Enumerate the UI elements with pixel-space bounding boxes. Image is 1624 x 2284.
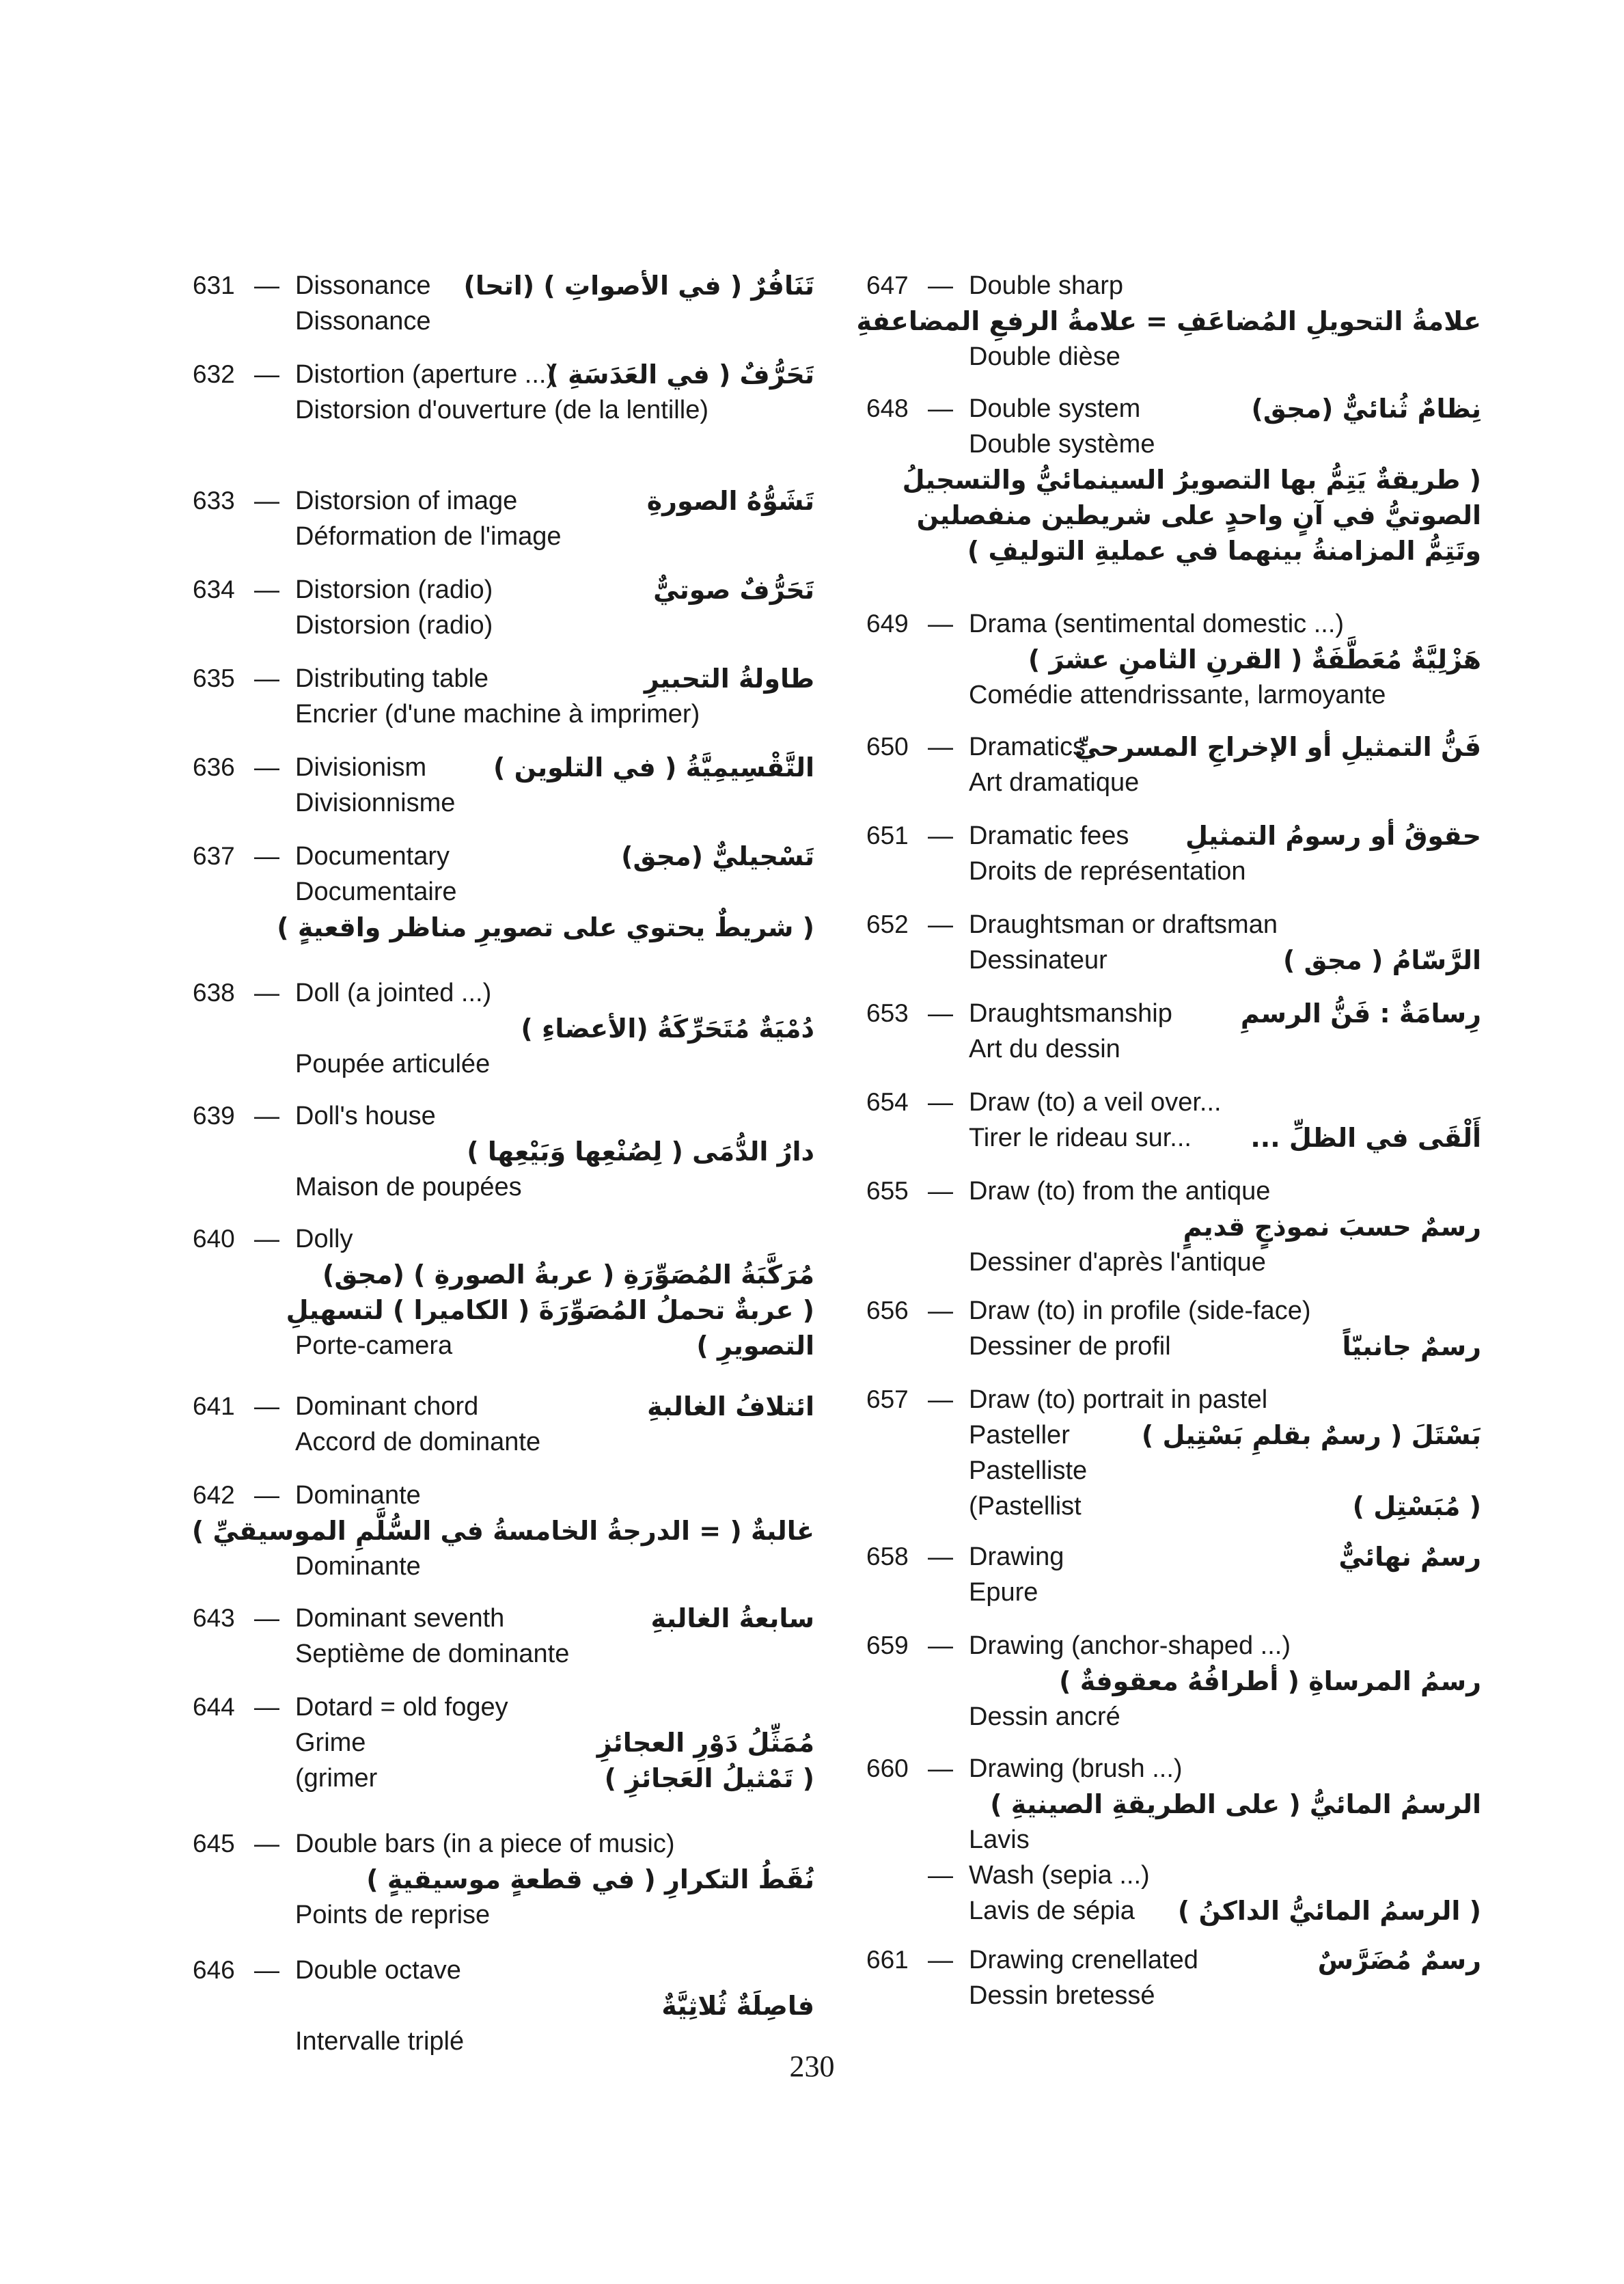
entry-dash: — xyxy=(928,1088,953,1116)
entry-line xyxy=(866,1293,1481,1329)
entry-line xyxy=(193,1221,814,1257)
entry-dash: — xyxy=(254,753,279,781)
english-term: Doll's house xyxy=(295,1102,436,1130)
entry-dash: — xyxy=(928,1861,953,1889)
term-line: Tirer le rideau sur... xyxy=(969,1124,1192,1152)
entry-line xyxy=(193,1826,814,1862)
arabic-term: ( عربةٌ تحملُ المُصَوِّرَةَ ( الكاميرا ) لتسهيلِ xyxy=(286,1295,814,1325)
term-line: Pastelliste xyxy=(969,1456,1088,1485)
entry-648 xyxy=(866,391,1481,569)
entry-number: 657 xyxy=(866,1385,909,1413)
entry-661 xyxy=(866,1942,1481,2013)
entry-line xyxy=(866,1453,1481,1488)
term-line: Septième de dominante xyxy=(295,1640,570,1668)
entry-line xyxy=(866,1786,1481,1822)
entry-dash: — xyxy=(928,999,953,1027)
english-term: Distortion (aperture ...) xyxy=(295,360,555,389)
entry-line xyxy=(193,1689,814,1725)
english-term: Draw (to) from the antique xyxy=(969,1177,1271,1206)
entry-number: 644 xyxy=(193,1693,235,1721)
entry-dash: — xyxy=(254,842,279,870)
entry-dash: — xyxy=(928,910,953,938)
english-term: Double octave xyxy=(295,1956,461,1985)
term-line: Dominante xyxy=(295,1552,421,1581)
entry-dash: — xyxy=(254,1956,279,1984)
entry-line xyxy=(193,1953,814,1988)
entry-642 xyxy=(193,1478,814,1584)
entry-line xyxy=(193,1328,814,1363)
arabic-term: التَّقْسِيمِيَّةُ ( في التلوين ) xyxy=(493,752,814,783)
entry-number: 652 xyxy=(866,910,909,938)
entry-line xyxy=(866,818,1481,854)
english-term: Drama (sentimental domestic ...) xyxy=(969,610,1345,638)
entry-line xyxy=(866,606,1481,642)
english-term: Dolly xyxy=(295,1225,353,1253)
entry-number: 640 xyxy=(193,1225,235,1253)
entry-number: 641 xyxy=(193,1392,235,1420)
entry-line xyxy=(193,1169,814,1205)
entry-line xyxy=(193,1478,814,1513)
entry-line xyxy=(866,1751,1481,1786)
entry-line xyxy=(866,677,1481,713)
entry-line xyxy=(193,1046,814,1082)
entry-line xyxy=(866,1539,1481,1575)
entry-line xyxy=(866,1417,1481,1453)
entry-line xyxy=(866,1699,1481,1735)
entry-line xyxy=(193,268,814,303)
entry-number: 635 xyxy=(193,664,235,692)
entry-dash: — xyxy=(928,733,953,761)
entry-number: 651 xyxy=(866,821,909,849)
english-term: Dramatics xyxy=(969,733,1086,761)
arabic-term: هَزْلِيَّةٌ مُعَطَّفَةٌ ( القرنِ الثامنِ عشرَ ) xyxy=(1028,644,1481,675)
entry-line xyxy=(193,1549,814,1584)
entry-number: 655 xyxy=(866,1177,909,1205)
entry-number: 654 xyxy=(866,1088,909,1116)
entry-line xyxy=(866,533,1481,569)
entry-line xyxy=(193,1513,814,1549)
entry-line xyxy=(193,750,814,785)
entry-number: 634 xyxy=(193,575,235,603)
entry-dash: — xyxy=(928,821,953,849)
entry-line xyxy=(866,1978,1481,2013)
arabic-term: مُرَكَّبَةُ المُصَوِّرَةِ ( عربةُ الصورةِ ) (مجق) xyxy=(322,1260,814,1290)
entry-line xyxy=(193,785,814,821)
english-term: Distributing table xyxy=(295,664,489,693)
entry-line xyxy=(866,268,1481,303)
term-line: Dessiner de profil xyxy=(969,1332,1171,1361)
entry-646 xyxy=(193,1953,814,2059)
arabic-term: ائتلافُ الغالبةِ xyxy=(647,1391,814,1422)
arabic-term: بَسْتَلَ ( رسمٌ بقلمِ بَسْتِيل ) xyxy=(1141,1420,1481,1450)
entry-636 xyxy=(193,750,814,821)
term-line: Double système xyxy=(969,430,1155,459)
entry-dash: — xyxy=(254,271,279,299)
arabic-term: نِظامٌ ثُنائيٌّ (مجق) xyxy=(1251,394,1481,424)
term-line: Points de reprise xyxy=(295,1901,491,1929)
entry-633 xyxy=(193,483,814,554)
arabic-term: ( طريقةٌ يَتِمُّ بها التصويرُ السينمائيُّ والتسجيلُ xyxy=(902,465,1481,495)
english-term: Dominant chord xyxy=(295,1392,479,1421)
entry-line xyxy=(866,498,1481,533)
term-line: Encrier (d'une machine à imprimer) xyxy=(295,700,700,729)
entry-638 xyxy=(193,975,814,1082)
entry-639 xyxy=(193,1098,814,1205)
entry-number: 646 xyxy=(193,1956,235,1984)
arabic-term: الصوتيُّ في آنٍ واحدٍ على شريطين منفصلين xyxy=(916,500,1481,530)
arabic-term: رسمٌ جانبيّاً xyxy=(1342,1331,1481,1361)
entry-line xyxy=(866,729,1481,765)
entry-641 xyxy=(193,1389,814,1460)
entry-line xyxy=(193,483,814,519)
arabic-term: الرَّسّامُ ( مجق ) xyxy=(1282,945,1481,975)
term-line: Wash (sepia ...) xyxy=(969,1861,1150,1890)
entry-number: 633 xyxy=(193,487,235,515)
entry-line xyxy=(866,1209,1481,1245)
entry-line xyxy=(193,1292,814,1328)
entry-line xyxy=(193,910,814,945)
entry-line xyxy=(866,854,1481,889)
english-term: Drawing crenellated xyxy=(969,1946,1198,1974)
arabic-term: فَنُّ التمثيلِ أو الإخراجِ المسرحيِّ xyxy=(1074,732,1481,762)
entry-line xyxy=(866,907,1481,942)
arabic-term: التصويرِ ) xyxy=(696,1331,814,1361)
entry-line xyxy=(866,426,1481,462)
term-line: Dessiner d'après l'antique xyxy=(969,1248,1266,1277)
entry-line xyxy=(193,357,814,392)
term-line: Distorsion d'ouverture (de la lentille) xyxy=(295,396,708,424)
arabic-term: ( الرسمُ المائيُّ الداكنُ ) xyxy=(1177,1896,1481,1926)
entry-dash: — xyxy=(928,1542,953,1571)
arabic-term: وتَتِمُّ المزامنةُ بينهما في عمليةِ التوليفِ ) xyxy=(967,536,1481,566)
entry-632 xyxy=(193,357,814,428)
page-number: 230 xyxy=(789,2050,835,2083)
entry-line xyxy=(866,642,1481,677)
entry-line xyxy=(866,1858,1481,1893)
arabic-term: حقوقُ أو رسومُ التمثيلِ xyxy=(1185,821,1481,851)
entry-line xyxy=(866,1575,1481,1610)
entry-number: 656 xyxy=(866,1296,909,1324)
entry-660 xyxy=(866,1751,1481,1929)
entry-line xyxy=(866,1031,1481,1067)
term-line: Pasteller xyxy=(969,1421,1070,1450)
entry-number: 643 xyxy=(193,1604,235,1632)
entry-dash: — xyxy=(254,1481,279,1509)
entry-line xyxy=(193,696,814,732)
entry-line xyxy=(193,1636,814,1672)
entry-dash: — xyxy=(254,979,279,1007)
entry-line xyxy=(866,391,1481,426)
arabic-term: رسمٌ مُضَرَّسٌ xyxy=(1317,1945,1481,1975)
entry-line xyxy=(193,572,814,608)
entry-line xyxy=(193,519,814,554)
entry-line xyxy=(193,1098,814,1134)
arabic-term: رسمٌ حسبَ نموذجٍ قديمٍ xyxy=(1183,1212,1481,1242)
entry-dash: — xyxy=(254,575,279,603)
term-line: Porte-camera xyxy=(295,1331,453,1360)
entry-dash: — xyxy=(254,487,279,515)
entry-dash: — xyxy=(254,664,279,692)
entry-line xyxy=(193,1601,814,1636)
entry-line xyxy=(866,1942,1481,1978)
entry-line xyxy=(193,1988,814,2024)
term-line: Art dramatique xyxy=(969,768,1140,797)
entry-dash: — xyxy=(254,360,279,388)
entry-line xyxy=(866,339,1481,375)
entry-line xyxy=(866,1329,1481,1364)
entry-dash: — xyxy=(254,1604,279,1632)
arabic-term: أَلْقَى في الظلِّ ... xyxy=(1250,1123,1481,1153)
entry-line xyxy=(193,1897,814,1933)
entry-line xyxy=(866,1382,1481,1417)
english-term: Distorsion of image xyxy=(295,487,518,515)
entry-number: 639 xyxy=(193,1102,235,1130)
entry-line xyxy=(866,1893,1481,1929)
entry-dash: — xyxy=(254,1102,279,1130)
arabic-term: تَحَرُّفٌ ( في العَدَسَةِ ) xyxy=(547,359,814,390)
entry-dash: — xyxy=(928,610,953,638)
arabic-term: ( مُبَسْتِل ) xyxy=(1352,1491,1481,1521)
term-line: Dessinateur xyxy=(969,946,1107,975)
entry-line xyxy=(866,1085,1481,1120)
entry-line xyxy=(193,1257,814,1292)
english-term: Divisionism xyxy=(295,753,427,782)
english-term: Draughtsman or draftsman xyxy=(969,910,1278,939)
entry-657 xyxy=(866,1382,1481,1524)
english-term: Documentary xyxy=(295,842,450,871)
arabic-term: غالبةٌ ( = الدرجةُ الخامسةُ في السُّلَّمِ الموسيقيِّ ) xyxy=(191,1516,814,1546)
term-line: Déformation de l'image xyxy=(295,522,562,551)
entry-line xyxy=(193,608,814,643)
entry-653 xyxy=(866,996,1481,1067)
arabic-term: دُمْيَةٌ مُتَحَرِّكَةُ (الأعضاءِ ) xyxy=(521,1014,814,1044)
english-term: Dramatic fees xyxy=(969,821,1129,850)
term-line: Intervalle triplé xyxy=(295,2027,465,2056)
term-line: Lavis xyxy=(969,1825,1030,1854)
english-term: Draw (to) portrait in pastel xyxy=(969,1385,1268,1414)
entry-number: 659 xyxy=(866,1631,909,1659)
entry-line xyxy=(193,975,814,1011)
arabic-term: علامةُ التحويلِ المُضاعَفِ = علامةُ الرفعِ المضاعفةِ xyxy=(856,306,1481,336)
entry-637 xyxy=(193,839,814,945)
arabic-term: سابعةُ الغالبةِ xyxy=(650,1603,814,1633)
entry-644 xyxy=(193,1689,814,1796)
arabic-term: تَحَرُّفٌ صوتيٌّ xyxy=(653,575,814,605)
entry-dash: — xyxy=(928,394,953,422)
english-term: Draughtsmanship xyxy=(969,999,1172,1028)
entry-line xyxy=(193,1760,814,1796)
entry-number: 645 xyxy=(193,1830,235,1858)
arabic-term: طاولةُ التحبيرِ xyxy=(644,664,814,694)
term-line: Dissonance xyxy=(295,307,431,336)
arabic-term: فاصِلَةٌ ثُلاثِيَّةٌ xyxy=(661,1991,814,2021)
entry-line xyxy=(193,1862,814,1897)
entry-643 xyxy=(193,1601,814,1672)
entry-658 xyxy=(866,1539,1481,1610)
entry-line xyxy=(866,1822,1481,1858)
entry-line xyxy=(193,392,814,428)
entry-line xyxy=(193,1011,814,1046)
entry-line xyxy=(866,1663,1481,1699)
term-line: Grime xyxy=(295,1728,366,1757)
entry-655 xyxy=(866,1173,1481,1280)
entry-line xyxy=(193,661,814,696)
entry-634 xyxy=(193,572,814,643)
entry-line xyxy=(193,1134,814,1169)
entry-number: 642 xyxy=(193,1481,235,1509)
arabic-term: الرسمُ المائيُّ ( على الطريقةِ الصينيةِ ) xyxy=(990,1789,1481,1819)
english-term: Draw (to) in profile (side-face) xyxy=(969,1296,1311,1325)
entry-line xyxy=(193,1389,814,1424)
entry-dash: — xyxy=(928,1754,953,1782)
entry-649 xyxy=(866,606,1481,713)
entry-line xyxy=(866,1120,1481,1156)
entry-dash: — xyxy=(928,1296,953,1324)
entry-number: 658 xyxy=(866,1542,909,1571)
entry-dash: — xyxy=(254,1693,279,1721)
arabic-term: ( تَمْثيلُ العَجائزِ ) xyxy=(604,1763,814,1793)
entry-dash: — xyxy=(928,1631,953,1659)
entry-line xyxy=(193,874,814,910)
entry-line xyxy=(193,1424,814,1460)
entry-number: 650 xyxy=(866,733,909,761)
entry-631 xyxy=(193,268,814,339)
term-line: Dessin ancré xyxy=(969,1702,1120,1731)
entry-dash: — xyxy=(254,1225,279,1253)
entry-number: 661 xyxy=(866,1946,909,1974)
entry-line xyxy=(193,303,814,339)
entry-number: 647 xyxy=(866,271,909,299)
entry-line xyxy=(856,303,1481,339)
term-line: Distorsion (radio) xyxy=(295,611,493,640)
term-line: Lavis de sépia xyxy=(969,1896,1135,1925)
term-line: Comédie attendrissante, larmoyante xyxy=(969,681,1386,709)
entry-dash: — xyxy=(928,271,953,299)
entry-654 xyxy=(866,1085,1481,1156)
entry-line xyxy=(866,1173,1481,1209)
arabic-term: تَشَوُّهُ الصورةِ xyxy=(646,486,814,516)
entry-number: 636 xyxy=(193,753,235,781)
arabic-term: مُمَثِّلُ دَوْرِ العجائزِ xyxy=(596,1728,814,1758)
entry-656 xyxy=(866,1293,1481,1364)
term-line: Epure xyxy=(969,1578,1038,1607)
term-line: Dessin bretessé xyxy=(969,1981,1155,2010)
term-line: Maison de poupées xyxy=(295,1173,522,1201)
entry-line xyxy=(866,996,1481,1031)
entry-dash: — xyxy=(254,1392,279,1420)
english-term: Draw (to) a veil over... xyxy=(969,1088,1222,1117)
entry-dash: — xyxy=(254,1830,279,1858)
entry-number: 653 xyxy=(866,999,909,1027)
arabic-term: نُقَطُ التكرارِ ( في قطعةٍ موسيقيةٍ ) xyxy=(366,1864,814,1894)
english-term: Dotard = old fogey xyxy=(295,1693,508,1722)
term-line: Divisionnisme xyxy=(295,789,456,817)
english-term: Double bars (in a piece of music) xyxy=(295,1830,675,1858)
entry-line xyxy=(193,1725,814,1760)
english-term: Dissonance xyxy=(295,271,431,300)
arabic-term: تَنَافُرٌ ( في الأصواتِ ) (اتحا) xyxy=(463,271,814,301)
entry-line xyxy=(866,462,1481,498)
entry-659 xyxy=(866,1628,1481,1735)
english-term: Dominant seventh xyxy=(295,1604,505,1633)
entry-number: 638 xyxy=(193,979,235,1007)
term-line: (Pastellist xyxy=(969,1492,1082,1521)
term-line: Art du dessin xyxy=(969,1035,1120,1063)
arabic-term: رسمٌ نهائيٌّ xyxy=(1338,1542,1481,1572)
entry-652 xyxy=(866,907,1481,978)
entry-651 xyxy=(866,818,1481,889)
entry-line xyxy=(193,839,814,874)
entry-647 xyxy=(856,268,1481,375)
english-term: Dominante xyxy=(295,1481,421,1510)
entry-line xyxy=(866,765,1481,800)
entry-number: 631 xyxy=(193,271,235,299)
entry-650 xyxy=(866,729,1481,800)
entry-dash: — xyxy=(928,1177,953,1205)
english-term: Double system xyxy=(969,394,1141,423)
english-term: Doll (a jointed ...) xyxy=(295,979,492,1007)
term-line: Poupée articulée xyxy=(295,1050,491,1078)
entry-640 xyxy=(193,1221,814,1363)
term-line: Droits de représentation xyxy=(969,857,1246,886)
entry-line xyxy=(866,1488,1481,1524)
entry-635 xyxy=(193,661,814,732)
english-term: Double sharp xyxy=(969,271,1124,300)
entry-line xyxy=(866,1628,1481,1663)
arabic-term: ( شريطٌ يحتوي على تصويرِ مناظر واقعيةٍ ) xyxy=(277,912,814,942)
arabic-term: رِسامَةٌ : فَنُّ الرسمِ xyxy=(1240,998,1481,1029)
entry-number: 649 xyxy=(866,610,909,638)
entry-number: 660 xyxy=(866,1754,909,1782)
arabic-term: رسمُ المرساةِ ( أطرافُهُ معقوفةٌ ) xyxy=(1059,1666,1481,1696)
entry-dash: — xyxy=(928,1385,953,1413)
entry-645 xyxy=(193,1826,814,1933)
entry-line xyxy=(866,1245,1481,1280)
entry-number: 632 xyxy=(193,360,235,388)
entry-line xyxy=(866,942,1481,978)
entry-number: 637 xyxy=(193,842,235,870)
english-term: Distorsion (radio) xyxy=(295,575,493,604)
arabic-term: دارُ الدُّمَى ( لِصُنْعِها وَبَيْعِها ) xyxy=(467,1137,814,1167)
english-term: Drawing (brush ...) xyxy=(969,1754,1183,1783)
entry-number: 648 xyxy=(866,394,909,422)
english-term: Drawing (anchor-shaped ...) xyxy=(969,1631,1291,1660)
term-line: Accord de dominante xyxy=(295,1428,541,1456)
term-line: (grimer xyxy=(295,1764,378,1793)
entry-dash: — xyxy=(928,1946,953,1974)
term-line: Documentaire xyxy=(295,878,457,906)
arabic-term: تَسْجيليٌّ (مجق) xyxy=(621,841,814,871)
term-line: Double dièse xyxy=(969,342,1120,371)
english-term: Drawing xyxy=(969,1542,1064,1571)
